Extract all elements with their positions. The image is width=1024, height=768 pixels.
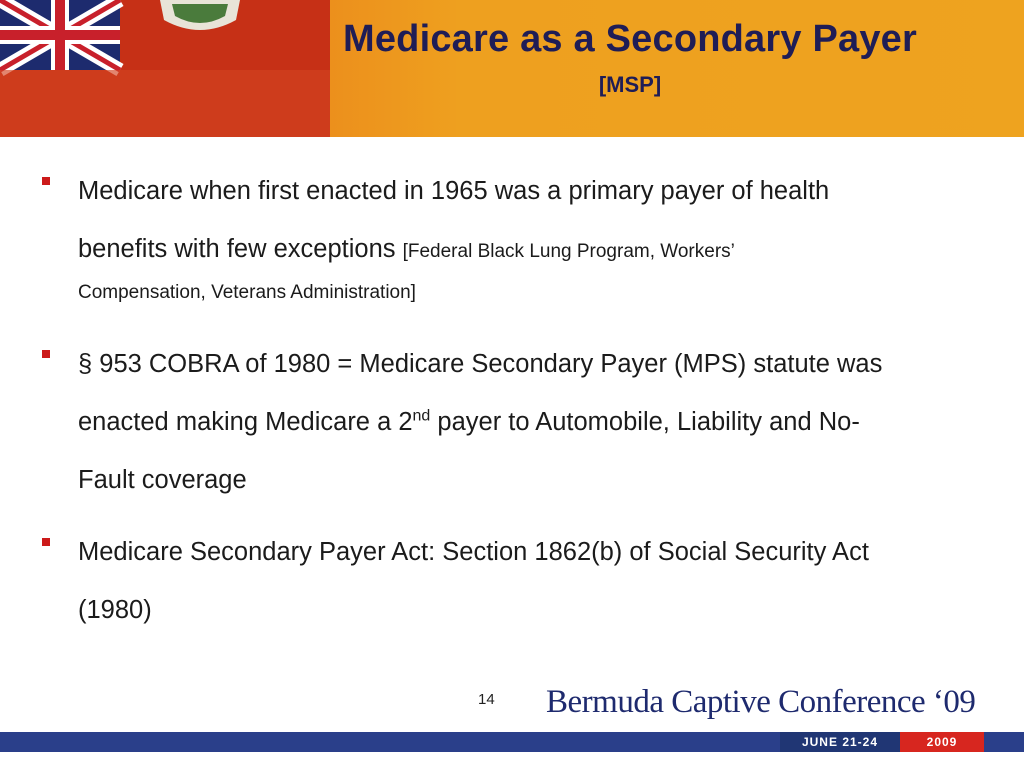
- bullet-line: (1980): [78, 596, 152, 624]
- bullet-line: [78, 393, 990, 451]
- slide-body: [40, 162, 990, 639]
- bullet-small-note: [Federal Black Lung Program, Workers’: [402, 241, 735, 262]
- bermuda-flag-graphic: [0, 0, 330, 137]
- footer-year: 2009: [900, 732, 984, 752]
- bullet-item: [40, 335, 990, 509]
- bullet-item: [40, 523, 990, 639]
- slide-title: Medicare as a Secondary Payer: [342, 18, 918, 60]
- footer-dates: JUNE 21-24: [780, 732, 900, 752]
- bullet-marker: [42, 350, 50, 358]
- bullet-line: Medicare when first enacted in 1965 was a primary payer of health: [78, 177, 830, 205]
- bullet-marker: [42, 177, 50, 185]
- slide-subtitle: [MSP]: [598, 72, 662, 97]
- bullet-item: [40, 162, 990, 313]
- bullet-text: payer to Automobile, Liability and No-: [430, 408, 860, 436]
- slide-header: [0, 0, 1024, 137]
- superscript: nd: [412, 407, 431, 425]
- bullet-text: enacted making Medicare a 2: [78, 408, 413, 436]
- bullet-line: § 953 COBRA of 1980 = Medicare Secondary Payer (MPS) statute was: [78, 350, 883, 378]
- bullet-line: Fault coverage: [78, 466, 247, 494]
- bullet-text: benefits with few exceptions: [78, 235, 403, 263]
- bullet-marker: [42, 538, 50, 546]
- conference-logo: Bermuda Captive Conference ‘09: [546, 684, 976, 720]
- bullet-small-note: Compensation, Veterans Administration]: [78, 282, 416, 303]
- page-number: 14: [478, 691, 495, 708]
- bullet-line: [78, 220, 990, 281]
- bullet-line: Medicare Secondary Payer Act: Section 1862(b) of Social Security Act: [78, 538, 869, 566]
